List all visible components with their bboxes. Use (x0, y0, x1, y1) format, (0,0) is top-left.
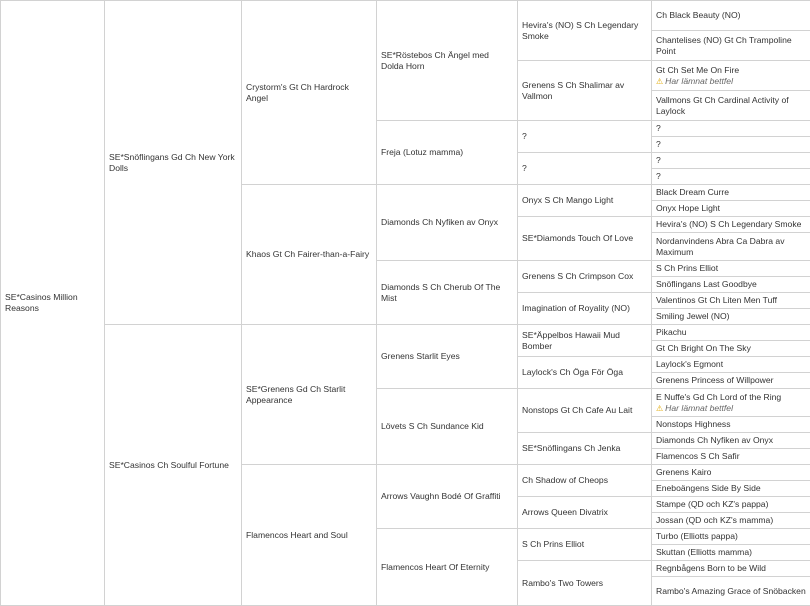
pedigree-cell-g6 (652, 433, 810, 449)
pedigree-cell-g6 (652, 309, 810, 325)
pedigree-cell-g5 (518, 153, 652, 185)
dog-name: ? (656, 123, 661, 133)
dog-name: Flamencos Heart Of Eternity (381, 562, 489, 572)
pedigree-cell-g5 (518, 1, 652, 61)
pedigree-cell-g6 (652, 513, 810, 529)
pedigree-cell-g6 (652, 545, 810, 561)
pedigree-cell-g6 (652, 417, 810, 433)
warning-icon: ⚠ (656, 76, 663, 87)
dog-name: Lövets S Ch Sundance Kid (381, 421, 484, 431)
dog-name: Nonstops Highness (656, 419, 731, 429)
dog-name: Arrows Queen Divatrix (522, 507, 608, 517)
dog-name: SE*Äppelbos Hawaii Mud Bomber (522, 330, 620, 351)
pedigree-cell-g4 (377, 325, 518, 389)
dog-name: Snöflingans Last Goodbye (656, 279, 757, 289)
pedigree-cell-g5 (518, 217, 652, 261)
pedigree-cell-g6 (652, 373, 810, 389)
dog-name: ? (656, 155, 661, 165)
dog-name: ? (522, 163, 527, 173)
dog-name: Stampe (QD och KZ's pappa) (656, 499, 768, 509)
pedigree-cell-g6 (652, 465, 810, 481)
dog-name: Grenens Kairo (656, 467, 711, 477)
dog-name: Crystorm's Gt Ch Hardrock Angel (246, 82, 349, 103)
dog-name: Freja (Lotuz mamma) (381, 147, 463, 157)
pedigree-cell-g6 (652, 481, 810, 497)
dog-name: Diamonds Ch Nyfiken av Onyx (656, 435, 773, 445)
warning-text: Har lämnat bettfel (665, 76, 733, 86)
dog-name: Ch Black Beauty (NO) (656, 10, 741, 20)
warning-text: Har lämnat bettfel (665, 403, 733, 413)
dog-name: Valentinos Gt Ch Liten Men Tuff (656, 295, 777, 305)
pedigree-cell-g3 (242, 1, 377, 185)
dog-name: Arrows Vaughn Bodé Of Graffiti (381, 491, 501, 501)
dog-name: Laylock's Egmont (656, 359, 723, 369)
pedigree-cell-g6 (652, 277, 810, 293)
dog-name: Hevira's (NO) S Ch Legendary Smoke (522, 20, 638, 41)
pedigree-cell-g4 (377, 261, 518, 325)
dog-name: Khaos Gt Ch Fairer-than-a-Fairy (246, 249, 369, 259)
dog-name: ? (656, 139, 661, 149)
pedigree-cell-g6 (652, 169, 810, 185)
pedigree-cell-g6 (652, 185, 810, 201)
pedigree-cell-g4 (377, 389, 518, 465)
pedigree-cell-g6 (652, 389, 810, 417)
dog-name: Turbo (Elliotts pappa) (656, 531, 738, 541)
dog-name: SE*Snöflingans Ch Jenka (522, 443, 620, 453)
pedigree-cell-g6 (652, 577, 810, 606)
pedigree-cell-g4 (377, 1, 518, 121)
pedigree-cell-g6 (652, 217, 810, 233)
dog-name: Vallmons Gt Ch Cardinal Activity of Laylock (656, 95, 789, 116)
pedigree-cell-g6 (652, 31, 810, 61)
dog-name: Pikachu (656, 327, 687, 337)
pedigree-cell-g6 (652, 61, 810, 91)
dog-name: Smiling Jewel (NO) (656, 311, 730, 321)
pedigree-cell-g5 (518, 357, 652, 389)
pedigree-cell-g5 (518, 261, 652, 293)
dog-name: SE*Snöflingans Gd Ch New York Dolls (109, 152, 235, 173)
pedigree-cell-g4 (377, 529, 518, 606)
pedigree-cell-g5 (518, 433, 652, 465)
pedigree-cell-g6 (652, 121, 810, 137)
dog-name: Black Dream Curre (656, 187, 729, 197)
dog-name: ? (522, 131, 527, 141)
pedigree-cell-g6 (652, 1, 810, 31)
dog-name: ? (656, 171, 661, 181)
pedigree-cell-g4 (377, 185, 518, 261)
dog-name: Jossan (QD och KZ's mamma) (656, 515, 773, 525)
dog-name: SE*Casinos Million Reasons (5, 292, 78, 313)
dog-name: Gt Ch Set Me On Fire (656, 65, 739, 75)
pedigree-cell-g2 (105, 325, 242, 606)
pedigree-cell-g6 (652, 91, 810, 121)
dog-name: Flamencos S Ch Safir (656, 451, 740, 461)
dog-name: S Ch Prins Elliot (656, 263, 718, 273)
pedigree-cell-g1 (1, 1, 105, 606)
dog-name: Grenens Princess of Willpower (656, 375, 774, 385)
dog-name: Rambo's Amazing Grace of Snöbacken (656, 586, 806, 596)
dog-name: Ch Shadow of Cheops (522, 475, 608, 485)
pedigree-cell-g4 (377, 121, 518, 185)
pedigree-cell-g6 (652, 137, 810, 153)
pedigree-cell-g4 (377, 465, 518, 529)
pedigree-cell-g6 (652, 357, 810, 373)
bite-fault-warning (656, 76, 806, 87)
dog-name: Eneboängens Side By Side (656, 483, 761, 493)
pedigree-cell-g5 (518, 293, 652, 325)
pedigree-cell-g5 (518, 185, 652, 217)
pedigree-cell-g6 (652, 341, 810, 357)
dog-name: Nonstops Gt Ch Cafe Au Lait (522, 405, 632, 415)
dog-name: Imagination of Royality (NO) (522, 303, 630, 313)
dog-name: Nordanvindens Abra Ca Dabra av Maximum (656, 236, 785, 257)
dog-name: SE*Diamonds Touch Of Love (522, 233, 633, 243)
dog-name: Grenens Starlit Eyes (381, 351, 460, 361)
dog-name: E Nuffe's Gd Ch Lord of the Ring (656, 392, 781, 402)
dog-name: Diamonds Ch Nyfiken av Onyx (381, 217, 498, 227)
pedigree-cell-g5 (518, 121, 652, 153)
bite-fault-warning (656, 403, 806, 414)
dog-name: SE*Röstebos Ch Ängel med Dolda Horn (381, 50, 489, 71)
dog-name: SE*Grenens Gd Ch Starlit Appearance (246, 384, 345, 405)
dog-name: S Ch Prins Elliot (522, 539, 584, 549)
dog-name: SE*Casinos Ch Soulful Fortune (109, 460, 229, 470)
dog-name: Chantelises (NO) Gt Ch Trampoline Point (656, 35, 792, 56)
dog-name: Diamonds S Ch Cherub Of The Mist (381, 282, 500, 303)
pedigree-cell-g3 (242, 325, 377, 465)
dog-name: Regnbågens Born to be Wild (656, 563, 766, 573)
pedigree-cell-g5 (518, 389, 652, 433)
pedigree-cell-g3 (242, 465, 377, 606)
dog-name: Grenens S Ch Crimpson Cox (522, 271, 633, 281)
dog-name: Onyx Hope Light (656, 203, 720, 213)
pedigree-cell-g6 (652, 529, 810, 545)
dog-name: Skuttan (Elliotts mamma) (656, 547, 752, 557)
pedigree-cell-g6 (652, 449, 810, 465)
pedigree-cell-g6 (652, 325, 810, 341)
pedigree-cell-g6 (652, 561, 810, 577)
dog-name: Grenens S Ch Shalimar av Vallmon (522, 80, 624, 101)
pedigree-cell-g5 (518, 497, 652, 529)
pedigree-cell-g6 (652, 261, 810, 277)
pedigree-cell-g5 (518, 529, 652, 561)
warning-icon: ⚠ (656, 403, 663, 414)
dog-name: Laylock's Ch Öga För Öga (522, 367, 623, 377)
pedigree-cell-g5 (518, 61, 652, 121)
pedigree-cell-g5 (518, 465, 652, 497)
dog-name: Gt Ch Bright On The Sky (656, 343, 751, 353)
pedigree-cell-g3 (242, 185, 377, 325)
pedigree-cell-g6 (652, 497, 810, 513)
pedigree-cell-g2 (105, 1, 242, 325)
dog-name: Onyx S Ch Mango Light (522, 195, 613, 205)
pedigree-cell-g6 (652, 153, 810, 169)
pedigree-cell-g6 (652, 201, 810, 217)
pedigree-cell-g6 (652, 233, 810, 261)
dog-name: Rambo's Two Towers (522, 578, 603, 588)
pedigree-cell-g6 (652, 293, 810, 309)
pedigree-cell-g5 (518, 325, 652, 357)
dog-name: Hevira's (NO) S Ch Legendary Smoke (656, 219, 801, 229)
dog-name: Flamencos Heart and Soul (246, 530, 348, 540)
